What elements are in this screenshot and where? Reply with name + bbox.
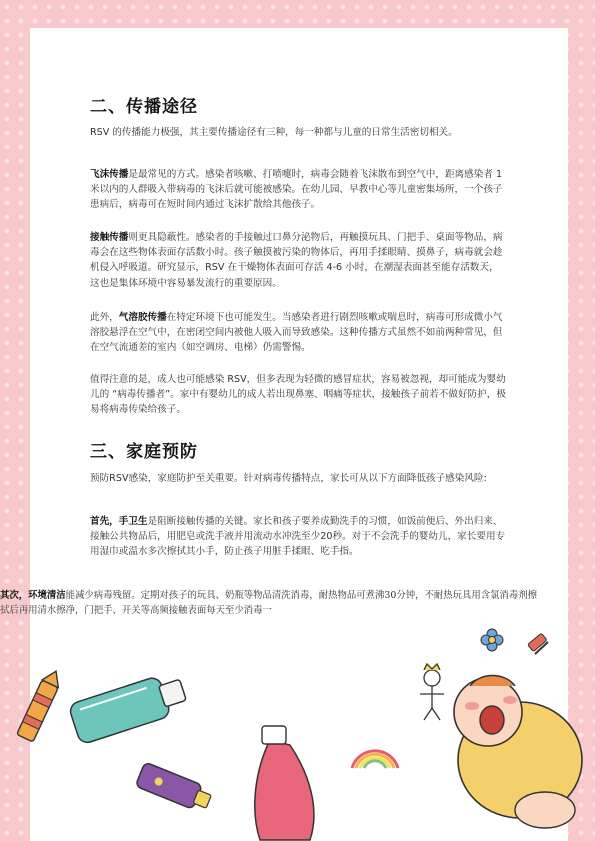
hygiene-paragraph bbox=[90, 514, 508, 560]
aerosol-paragraph bbox=[90, 310, 508, 356]
flower-icon bbox=[481, 629, 503, 651]
droplet-paragraph bbox=[90, 167, 508, 213]
aerosol-text: 在特定环境下也可能发生。当感染者进行剧烈咳嗽或喘息时，病毒可形成微小气溶胶悬浮在空气中，在密闭空间内被他人吸入而导致感染。这种传播方式虽然不如前两种常见，但在空气流通差的室内（如空调房、电梯）仍需警惕。 bbox=[90, 312, 503, 354]
prevention-heading: 三、家庭预防 bbox=[90, 442, 198, 462]
droplet-text: 是最常见的方式。感染者咳嗽、打喷嚏时，病毒会随着飞沫散布到空气中，距离感染者 1 米以内的人群吸入带病毒的飞沫后就可能被感染。在幼儿园、早教中心等儿童密集场所，一个孩子患病后，病毒可在短时间内通过飞沫扩散给其他孩子。 bbox=[90, 169, 503, 211]
red-paint-tube-icon bbox=[255, 726, 314, 840]
rainbow-icon bbox=[352, 751, 398, 768]
child-character-icon bbox=[454, 633, 582, 828]
aerosol-prefix: 此外， bbox=[90, 312, 119, 323]
decorative-illustration bbox=[0, 620, 595, 841]
transmission-intro: RSV 的传播能力极强，其主要传播途径有三种，每一种都与儿童的日常生活密切相关。 bbox=[90, 127, 458, 138]
transmission-heading: 二、传播途径 bbox=[90, 97, 198, 117]
crayon-icon bbox=[17, 667, 65, 742]
hygiene-text: 是阻断接触传播的关键。家长和孩子要养成勤洗手的习惯，如饭前便后、外出归来、接触公共物品后，用肥皂或洗手液并用流动水冲洗至少20秒。对于不会洗手的婴幼儿，家长要用专用湿巾或温水多次擦拭其小手，防止孩子用脏手揉眼、吃手指。 bbox=[90, 516, 506, 558]
droplet-term: 飞沫传播 bbox=[90, 169, 129, 180]
environment-term: 其次，环境清洁 bbox=[0, 590, 66, 601]
environment-line-2: 拭后再用清水擦净，门把手、开关等高频接触表面每天至少消毒一 bbox=[0, 605, 272, 616]
aerosol-term: 气溶胶传播 bbox=[118, 312, 167, 323]
environment-line-1: 其次，环境清洁能减少病毒残留。定期对孩子的玩具、奶瓶等物品清洗消毒，耐热物品可煮沸30分钟，不耐热玩具用含氯消毒剂擦 bbox=[0, 590, 537, 601]
hygiene-term: 首先，手卫生 bbox=[90, 516, 148, 527]
environment-paragraph bbox=[0, 588, 595, 618]
contact-paragraph bbox=[90, 230, 508, 291]
contact-term: 接触传播 bbox=[90, 232, 129, 243]
adult-paragraph: 值得注意的是，成人也可能感染 RSV，但多表现为轻微的感冒症状，容易被忽视，却可能成为婴幼儿的 “病毒传播者”。家中有婴幼儿的成人若出现鼻塞、咽痛等症状，接触孩子前若不做好防护，极易将病毒传染给孩子。 bbox=[90, 374, 506, 416]
teal-paint-tube-icon bbox=[68, 670, 189, 745]
stick-figure-drawing-icon bbox=[420, 664, 444, 720]
purple-paint-tube-icon bbox=[135, 762, 213, 814]
contact-text: 则更具隐蔽性。感染者的手接触过口鼻分泌物后，再触摸玩具、门把手、桌面等物品，病毒会在这些物体表面存活数小时。孩子触摸被污染的物体后，再用手揉眼睛、摸鼻子，病毒就会趁机侵入呼吸道。研究显示，RSV 在干燥物体表面可存活 4-6 小时，在潮湿表面甚至能存活数天，这也是集体环境中容易暴发流行的重要原因。 bbox=[90, 232, 503, 289]
prevention-intro: 预防RSV感染，家庭防护至关重要。针对病毒传播特点，家长可从以下方面降低孩子感染风险: bbox=[90, 473, 487, 484]
